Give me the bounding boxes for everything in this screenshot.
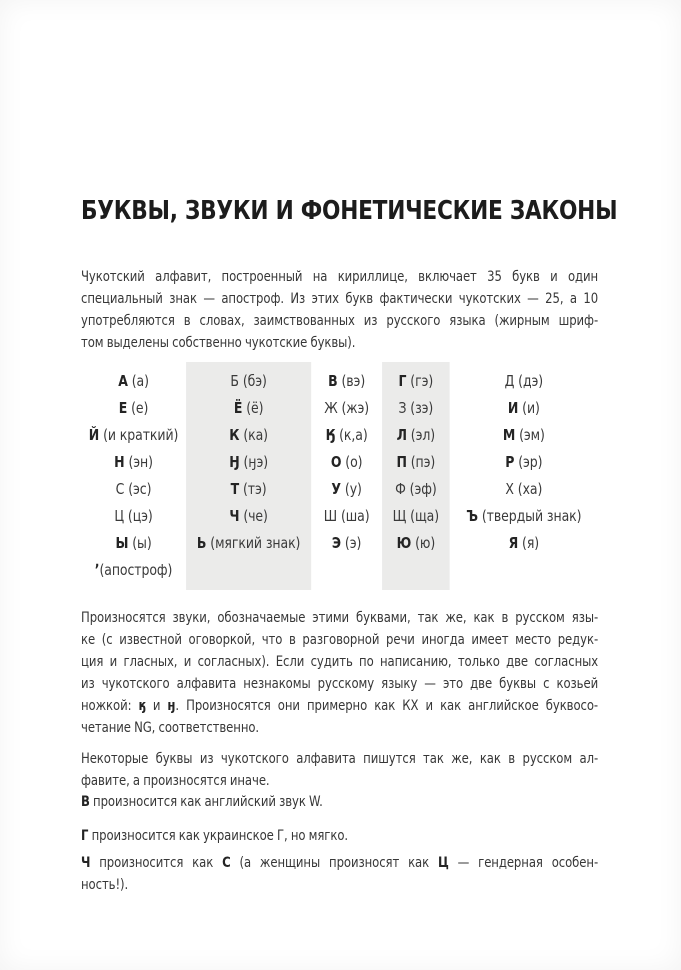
text-line: Некоторые буквы из чукотского алфавита пишутся так же, как в русском ал-: [81, 751, 599, 767]
alphabet-table: [81, 362, 598, 592]
letter-cell: Г (гэ): [398, 372, 434, 390]
letter-cell: Ё (ё): [233, 399, 264, 417]
paragraph-pronunciation: [81, 607, 598, 739]
text-line: Произносятся звуки, обозначаемые этими буквами, так же, как в русском язы-: [81, 610, 599, 626]
letter-cell: Д (дэ): [504, 372, 544, 390]
letter-cell: Щ (ща): [392, 507, 440, 525]
paragraph-intro: [81, 266, 598, 354]
letter-cell: З (зэ): [398, 399, 434, 417]
text-line: В произносится как английский звук W.: [81, 794, 323, 810]
letter-cell: Е (е): [118, 399, 149, 417]
alphabet-column-2: [186, 368, 311, 584]
alphabet-column-4: [382, 368, 450, 584]
text-line: употребляются в словах, заимствованных из русского языка (жирным шриф-: [81, 313, 599, 329]
paragraph-letter-g: [81, 825, 598, 847]
text-line: Ч произносится как С (а женщины произносят как Ц — гендерная особен-: [81, 855, 599, 871]
letter-cell: Б (бэ): [230, 372, 267, 390]
text-line: ке (с известной оговоркой, что в разговорной речи иногда имеет место редук-: [81, 632, 599, 648]
paragraph-same-letters: [81, 748, 598, 792]
letter-cell: Ӄ (к,а): [325, 426, 368, 444]
letter-cell: У (у): [331, 480, 362, 498]
paragraph-letter-v: [81, 791, 598, 813]
letter-cell: Т (тэ): [230, 480, 267, 498]
letter-cell: Ъ (твердый знак): [466, 507, 582, 525]
text-line: специальный знак — апостроф. Из этих букв фактически чукотских — 25, а 10: [81, 291, 599, 307]
letter-cell: А (а): [118, 372, 149, 390]
letter-cell-empty: [382, 557, 450, 584]
text-line: ножкой: ӄ и ӈ. Произносятся они примерно как КХ и как английское буквосо-: [81, 698, 599, 714]
letter-cell: С (эс): [115, 480, 152, 498]
letter-cell: О (о): [330, 453, 363, 471]
paragraph-letter-ch: [81, 852, 598, 896]
letter-cell: Ш (ша): [323, 507, 370, 525]
letter-cell: Р (эр): [505, 453, 543, 471]
letter-cell: Й (и краткий): [88, 426, 179, 444]
letter-cell: В (вэ): [328, 372, 366, 390]
letter-cell: Ф (эф): [395, 480, 437, 498]
letter-cell: Ь (мягкий знак): [196, 534, 301, 552]
text-line: том выделены собственно чукотские буквы).: [81, 335, 356, 351]
text-line: ция и гласных, и согласных). Если судить по написанию, только две согласных: [81, 654, 599, 670]
letter-cell: Х (ха): [505, 480, 543, 498]
letter-cell-apostrophe: ʼ(апостроф): [94, 561, 173, 579]
text-line: из чукотского алфавита незнакомы русскому языку — это две буквы с козьей: [81, 676, 599, 692]
text-line: Чукотский алфавит, построенный на кириллице, включает 35 букв и один: [81, 269, 599, 285]
letter-cell: Н (эн): [114, 453, 153, 471]
letter-cell: Ӈ (ӈэ): [229, 453, 269, 471]
letter-cell-empty: [450, 557, 598, 584]
letter-cell: И (и): [507, 399, 540, 417]
alphabet-column-1: [81, 368, 186, 584]
alphabet-column-5: [450, 368, 598, 584]
letter-cell: Ч (че): [229, 507, 268, 525]
text-line: четание NG, соответственно.: [81, 720, 260, 736]
letter-cell: Ц (цэ): [114, 507, 153, 525]
text-line: фавите, а произносятся иначе.: [81, 773, 270, 789]
letter-cell: П (пэ): [396, 453, 436, 471]
page-title: БУКВЫ, ЗВУКИ И ФОНЕТИЧЕСКИЕ ЗАКОНЫ: [81, 196, 618, 226]
letter-cell: К (ка): [229, 426, 268, 444]
text-line: ность!).: [81, 877, 129, 893]
letter-cell: Я (я): [508, 534, 540, 552]
letter-cell: Э (э): [331, 534, 362, 552]
letter-cell: М (эм): [502, 426, 545, 444]
letter-cell-empty: [186, 557, 311, 584]
letter-cell-empty: [311, 557, 382, 584]
letter-cell: Ж (жэ): [324, 399, 370, 417]
letter-cell: Ю (ю): [396, 534, 436, 552]
letter-cell: Ы (ы): [115, 534, 152, 552]
letter-cell: Л (эл): [396, 426, 436, 444]
text-line: Г произносится как украинское Г, но мягко.: [81, 828, 349, 844]
alphabet-column-3: [311, 368, 382, 584]
